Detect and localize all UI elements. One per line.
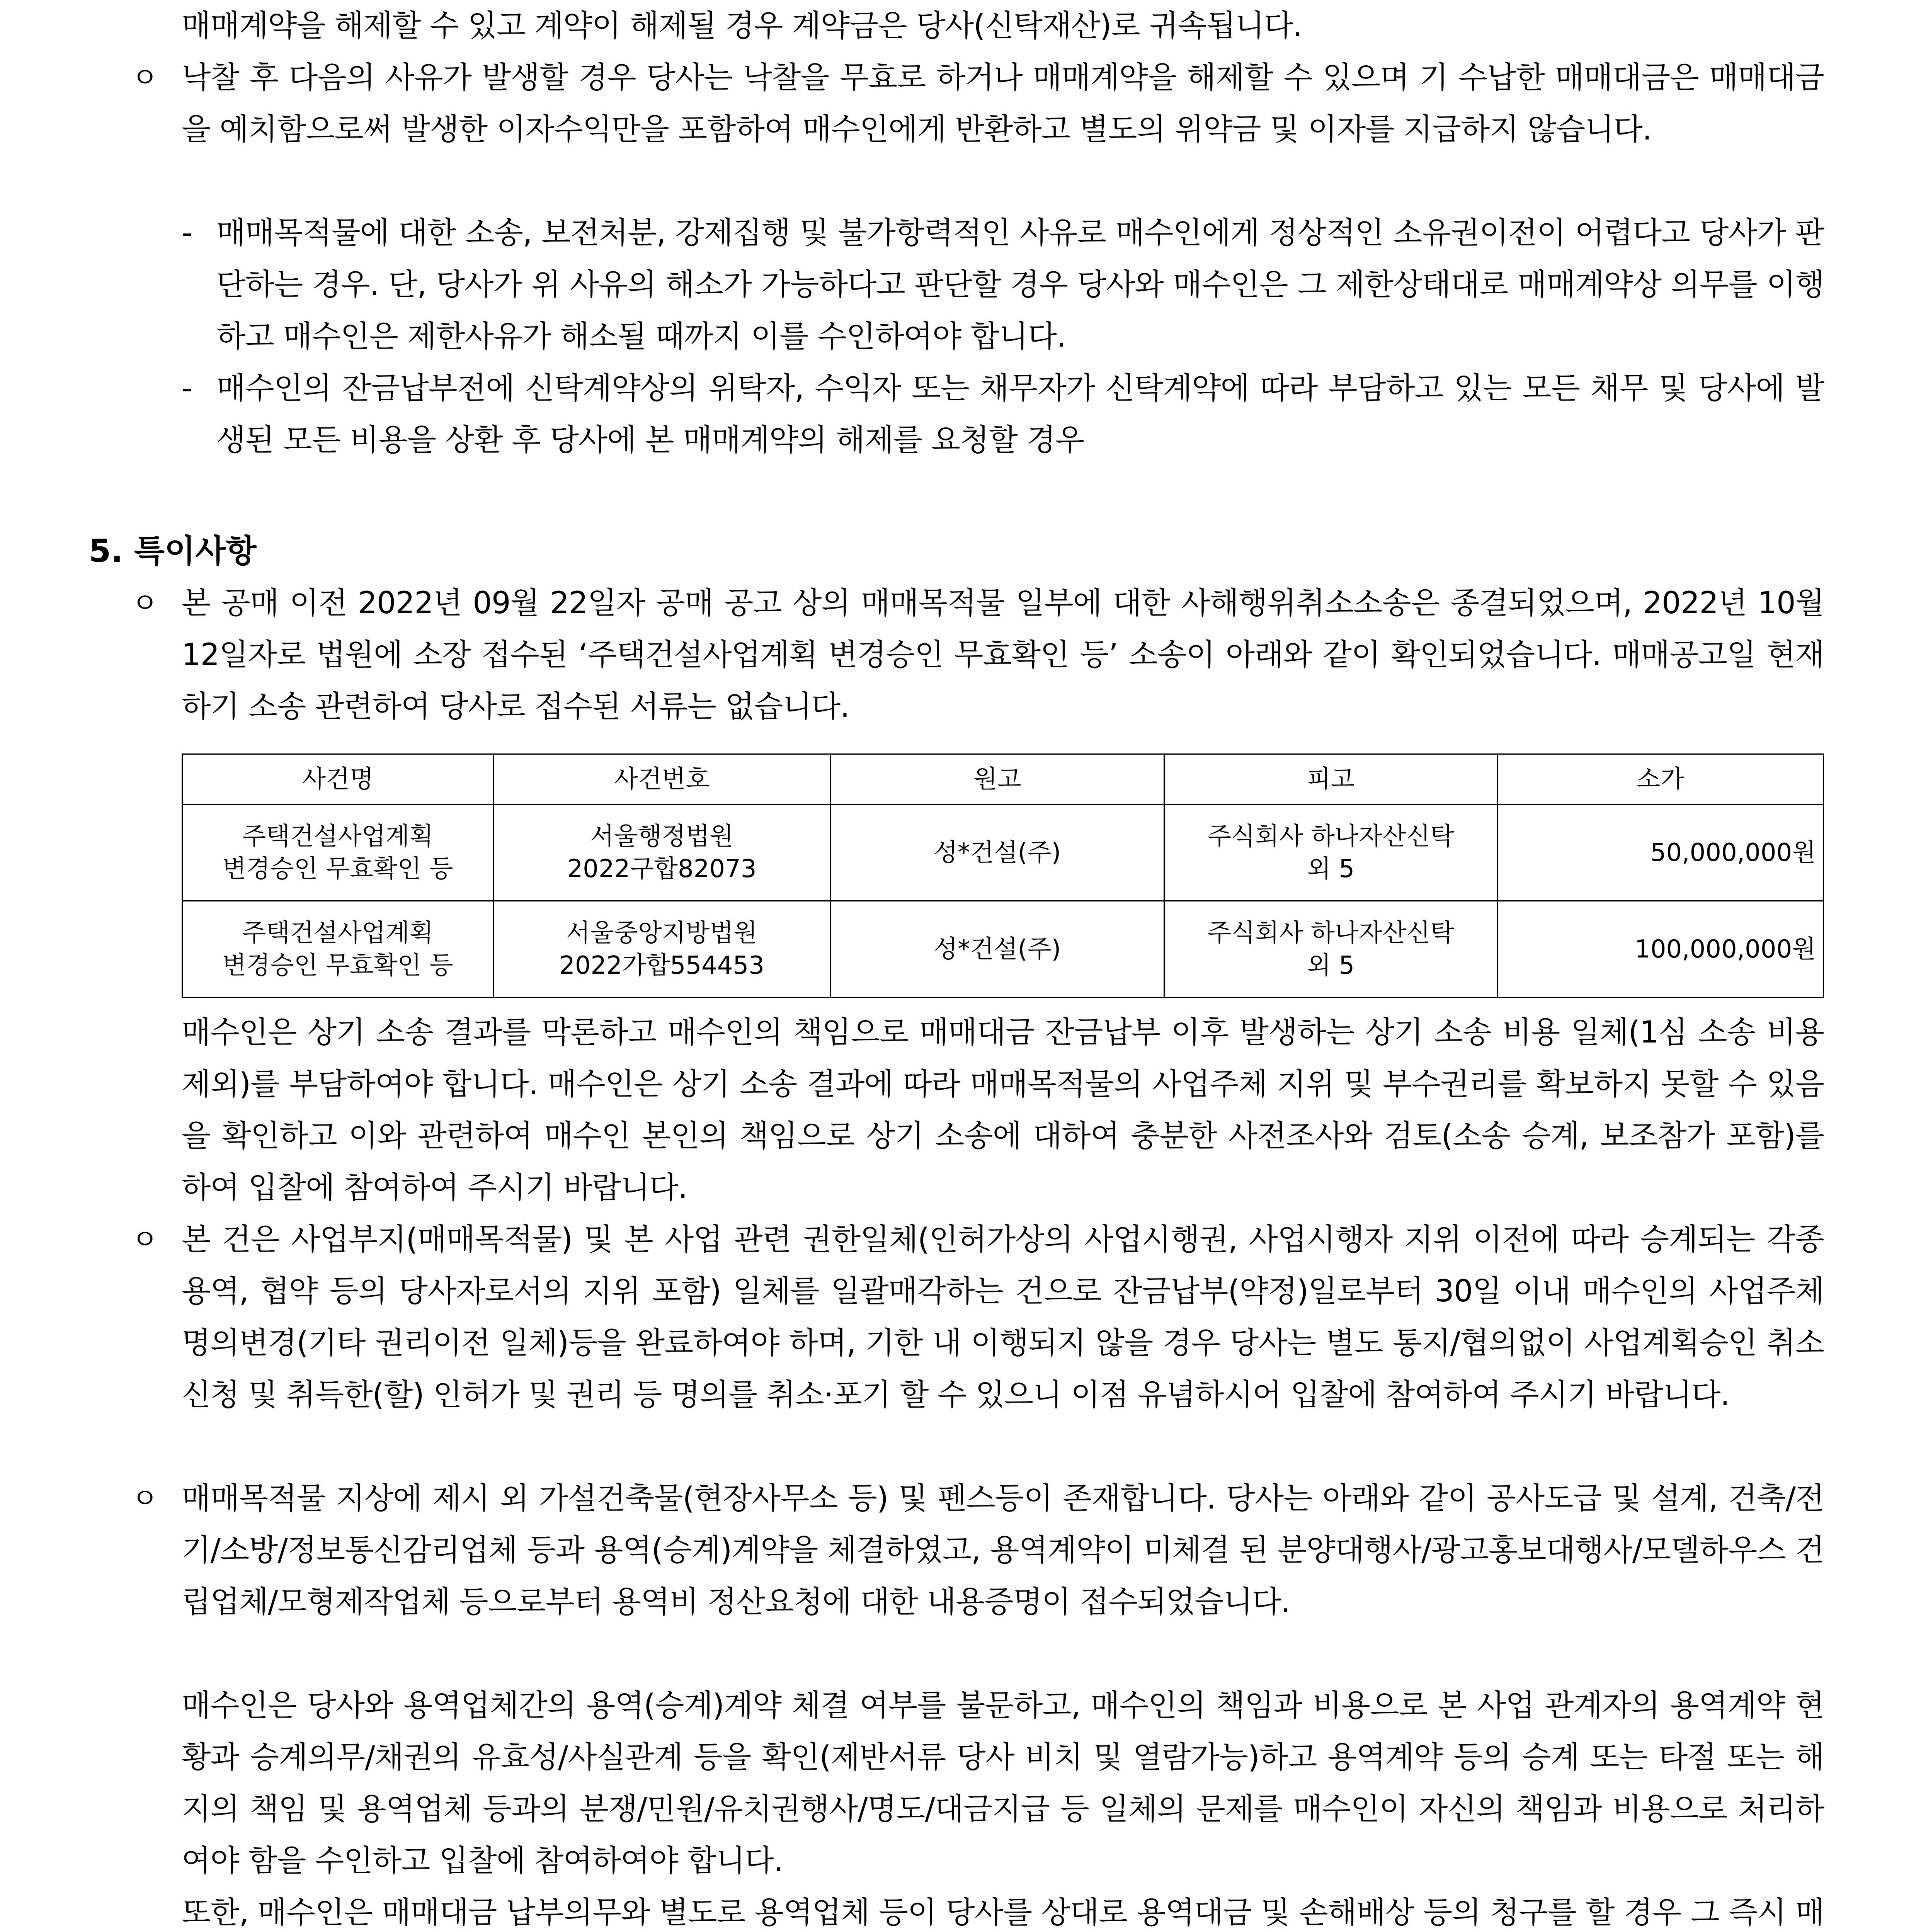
table-cell: 50,000,000원 (1497, 804, 1823, 901)
paragraph-bulk-sale: 본 건은 사업부지(매매목적물) 및 본 사업 관련 권한일체(인허가상의 사업시행권, 사업시행자 지위 이전에 따라 승계되는 각종 용역, 협약 등의 당사자로서의 지위 포함) 일체를 일괄매각하는 건으로 잔금납부(약정)일로부터 30일 이내 매수인의 사업주체 명의변경(기타 권리이전 일체)등을 완료하여야 하며, 기한 내 이행되지 않을 경우 당사는 별도 통지/협의없이 사업계획승인 취소신청 및 취득한(할) 인허가 및 권리 등 명의를 취소·포기 할 수 있으니 이점 유념하시어 입찰에 참여하여 주시기 바랍니다. (182, 1222, 1824, 1412)
table-cell: 성*건설(주) (830, 901, 1164, 998)
section-heading: 5. 특이사항 (89, 533, 257, 570)
table-header-row (182, 754, 1824, 804)
table-cell: 서울행정법원 2022구합82073 (493, 804, 830, 901)
lawsuit-table (182, 753, 1824, 998)
paragraph-bid-invalidation: 낙찰 후 다음의 사유가 발생할 경우 당사는 낙찰을 무효로 하거나 매매계약을 해제할 수 있으며 기 수납한 매매대금은 매매대금을 예치함으로써 발생한 이자수익만을 포함하여 매수인에게 반환하고 별도의 위약금 및 이자를 지급하지 않습니다. (182, 60, 1824, 147)
dash-marker: - (182, 371, 193, 406)
paragraph-trustor-termination: 매수인의 잔금납부전에 신탁계약상의 위탁자, 수익자 또는 채무자가 신탁계약에 따라 부담하고 있는 모든 채무 및 당사에 발생된 모든 비용을 상환 후 당사에 본 매매계약의 해제를 요청할 경우 (216, 371, 1824, 457)
table-row (182, 901, 1824, 998)
paragraph-ownership-transfer-issue: 매매목적물에 대한 소송, 보전처분, 강제집행 및 불가항력적인 사유로 매수인에게 정상적인 소유권이전이 어렵다고 당사가 판단하는 경우. 단, 당사가 위 사유의 해소가 가능하다고 판단할 경우 당사와 매수인은 그 제한상태대로 매매계약상 의무를 이행하고 매수인은 제한사유가 해소될 때까지 이를 수인하여야 합니다. (216, 216, 1824, 354)
paragraph-lawsuit-responsibility: 매수인은 상기 소송 결과를 막론하고 매수인의 책임으로 매매대금 잔금납부 이후 발생하는 상기 소송 비용 일체(1심 소송 비용 제외)를 부담하여야 합니다. 매수인은 상기 소송 결과에 따라 매매목적물의 사업주체 지위 및 부수권리를 확보하지 못할 수 있음을 확인하고 이와 관련하여 매수인 본인의 책임으로 상기 소송에 대하여 충분한 사전조사와 검토(소송 승계, 보조참가 포함)를 하여 입찰에 참여하여 주시기 바랍니다. (182, 1015, 1824, 1205)
table-cell: 서울중앙지방법원 2022가합554453 (493, 901, 830, 998)
paragraph-contract-termination: 매매계약을 해제할 수 있고 계약이 해제될 경우 계약금은 당사(신탁재산)로 귀속됩니다. (182, 9, 1302, 43)
bullet-marker: ㅇ (131, 1482, 158, 1515)
dash-marker: - (182, 216, 193, 250)
bullet-marker: ㅇ (131, 587, 158, 619)
table-header-cell: 원고 (830, 754, 1164, 804)
table-header-cell: 소가 (1497, 754, 1823, 804)
bullet-marker: ㅇ (131, 61, 158, 94)
paragraph-temporary-structures: 매매목적물 지상에 제시 외 가설건축물(현장사무소 등) 및 펜스등이 존재합니다. 당사는 아래와 같이 공사도급 및 설계, 건축/전기/소방/정보통신감리업체 등과 용역(승계)계약을 체결하였고, 용역계약이 미체결 된 분양대행사/광고홍보대행사/모델하우스 건립업체/모형제작업체 등으로부터 용역비 정산요청에 대한 내용증명이 접수되었습니다. (182, 1481, 1824, 1619)
table-header-cell: 사건번호 (493, 754, 830, 804)
table-header-cell: 사건명 (182, 754, 493, 804)
bullet-marker: ㅇ (131, 1223, 158, 1256)
paragraph-indemnification: 또한, 매수인은 매매대금 납부의무와 별도로 용역업체 등이 당사를 상대로 용역대금 및 손해배상 등의 청구를 할 경우 그 즉시 매 (182, 1895, 1824, 1930)
table-cell: 주식회사 하나자산신탁 외 5 (1164, 901, 1497, 998)
paragraph-lawsuit-notice: 본 공매 이전 2022년 09월 22일자 공매 공고 상의 매매목적물 일부에 대한 사해행위취소소송은 종결되었으며, 2022년 10월 12일자로 법원에 소장 접수된 ‘주택건설사업계획 변경승인 무효확인 등’ 소송이 아래와 같이 확인되었습니다. 매매공고일 현재 하기 소송 관련하여 당사로 접수된 서류는 없습니다. (182, 586, 1824, 724)
paragraph-service-contracts: 매수인은 당사와 용역업체간의 용역(승계)계약 체결 여부를 불문하고, 매수인의 책임과 비용으로 본 사업 관계자의 용역계약 현황과 승계의무/채권의 유효성/사실관계 등을 확인(제반서류 당사 비치 및 열람가능)하고 용역계약 등의 승계 또는 타절 또는 해지의 책임 및 용역업체 등과의 분쟁/민원/유치권행사/명도/대금지급 등 일체의 문제를 매수인이 자신의 책임과 비용으로 처리하여야 함을 수인하고 입찰에 참여하여야 합니다. (182, 1688, 1824, 1878)
table-row (182, 804, 1824, 901)
table-cell: 100,000,000원 (1497, 901, 1823, 998)
table-cell: 성*건설(주) (830, 804, 1164, 901)
table-cell: 주택건설사업계획 변경승인 무효확인 등 (182, 901, 493, 998)
table-cell: 주식회사 하나자산신탁 외 5 (1164, 804, 1497, 901)
table-header-cell: 피고 (1164, 754, 1497, 804)
table-cell: 주택건설사업계획 변경승인 무효확인 등 (182, 804, 493, 901)
